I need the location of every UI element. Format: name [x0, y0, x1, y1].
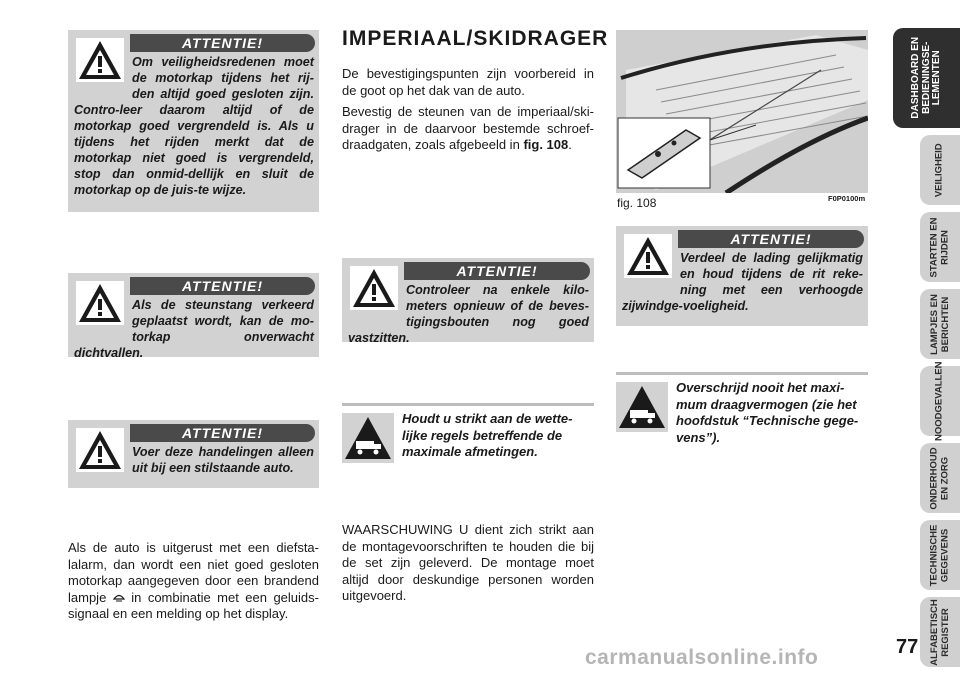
note-text: Overschrijd nooit het maxi-mum draagvermogen (zie het hoofdstuk “Technische gege-vens”).	[676, 380, 859, 445]
warning-text: Als de steunstang verkeerd geplaatst wordt, kan de mo-torkap onverwacht dichtvallen.	[74, 298, 314, 360]
warning-box-load	[616, 226, 868, 326]
hood-warning-lamp-icon	[113, 591, 125, 603]
roof-rack-illustration	[616, 30, 868, 193]
attention-label: ATTENTIE!	[678, 230, 864, 248]
note-text: Houdt u strikt aan de wette-lijke regels betreffende de maximale afmetingen.	[402, 411, 573, 459]
figure-caption: fig. 108	[617, 196, 657, 210]
warning-text: Om veiligheidsredenen moet de motorkap tijdens het rij-den altijd goed gesloten zijn. Contro-leer daarom altijd of de motorkap goed vergrendeld is. Als u tijdens het rijden merkt dat de motorkap niet goed is vergrendeld, stop dan onmid-dellijk en sluit de motorkap op de juis-te wijze.	[74, 55, 314, 197]
attention-label: ATTENTIE!	[130, 424, 315, 442]
warning-box-stationary	[68, 420, 319, 488]
tab-noodgevallen[interactable]: NOODGEVALLEN	[920, 366, 960, 436]
mounting-paragraph: Bevestig de steunen van de imperiaal/ski-drager in de daarvoor bestemde schroef-draadgaten, zoals afgebeeld in fig. 108.	[342, 104, 594, 152]
tab-dashboard[interactable]: DASHBOARD EN BEDIENINGSE- LEMENTEN	[893, 28, 960, 128]
alarm-paragraph: Als de auto is uitgerust met een diefsta-lalarm, dan wordt een niet goed gesloten motorkap aangegeven door een brandend lampje in combinatie met een geluids-signaal en een melding op het display.	[68, 540, 319, 621]
attention-label: ATTENTIE!	[130, 277, 315, 295]
section-title: IMPERIAAL/SKIDRAGER	[342, 27, 609, 50]
note-divider	[616, 372, 868, 375]
tab-veiligheid[interactable]: VEILIGHEID	[920, 135, 960, 205]
tab-lampjes[interactable]: LAMPJES EN BERICHTEN	[920, 289, 960, 359]
note-max-dimensions	[342, 403, 594, 473]
installation-warning-paragraph: WAARSCHUWING U dient zich strikt aan de montagevoorschriften te houden die bij de set zijn geleverd. De montage moet altijd door deskundige personen worden uitgevoerd.	[342, 522, 594, 603]
truck-load-icon	[342, 413, 394, 463]
warning-box-support-rod	[68, 273, 319, 360]
warning-text: Verdeel de lading gelijkmatig en houd tijdens de rit reke-ning met een verhoogde zijwindge-voeligheid.	[622, 251, 863, 313]
truck-load-icon	[616, 382, 668, 432]
warning-text: Controleer na enkele kilo-meters opnieuw of de beves-tigingsbouten nog goed vastzitten.	[348, 283, 589, 345]
page-number: 77	[896, 636, 919, 658]
figure-code: F0P0100m	[828, 194, 866, 203]
roof-figure	[616, 30, 868, 193]
tab-starten[interactable]: STARTEN EN RIJDEN	[920, 212, 960, 282]
tab-onderhoud[interactable]: ONDERHOUD EN ZORG	[920, 443, 960, 513]
warning-box-hood-closed	[68, 30, 319, 212]
note-max-load	[616, 372, 868, 452]
attention-label: ATTENTIE!	[130, 34, 315, 52]
note-divider	[342, 403, 594, 406]
attention-label: ATTENTIE!	[404, 262, 590, 280]
warning-box-bolts	[342, 258, 594, 345]
tab-technische[interactable]: TECHNISCHE GEGEVENS	[920, 520, 960, 590]
figure-reference: fig. 108	[523, 137, 569, 152]
tab-register[interactable]: ALFABETISCH REGISTER	[920, 597, 960, 667]
warning-text: Voer deze handelingen alleen uit bij een stilstaande auto.	[132, 445, 314, 475]
intro-paragraph: De bevestigingspunten zijn voorbereid in de goot op het dak van de auto.	[342, 66, 594, 98]
watermark: carmanualsonline.info	[585, 646, 819, 669]
